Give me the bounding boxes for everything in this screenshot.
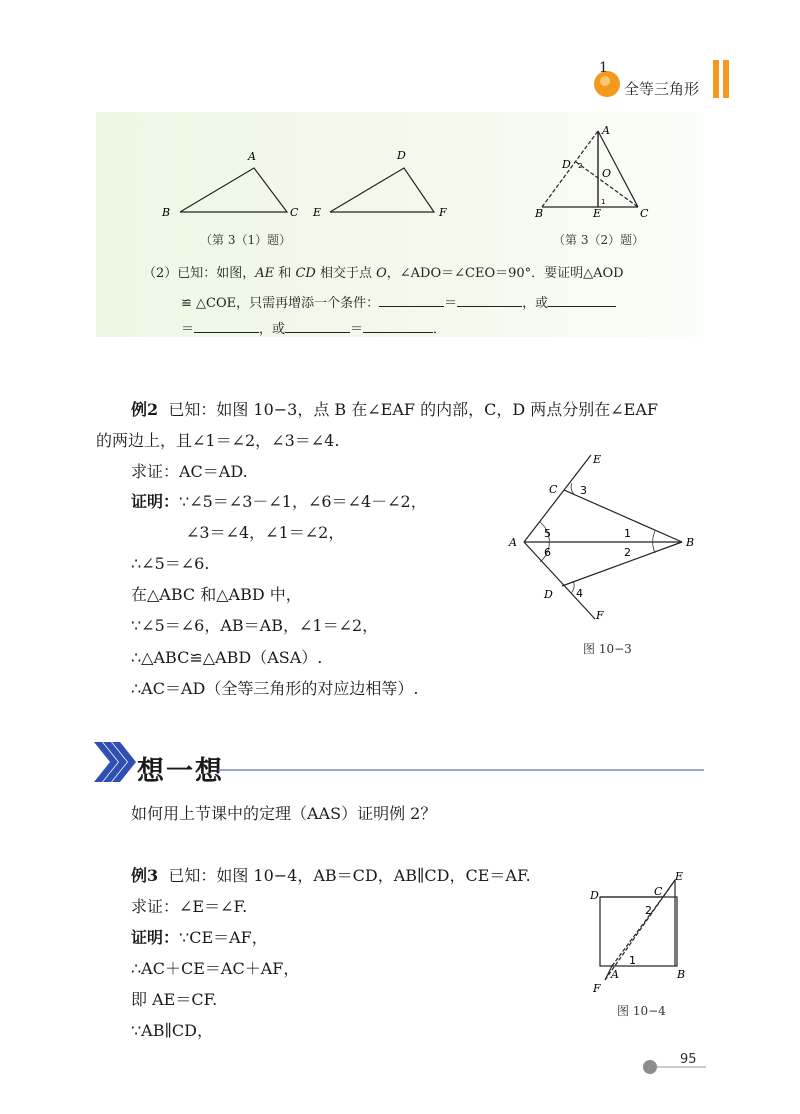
answer-blank-4[interactable] — [194, 320, 259, 333]
answer-blank-3[interactable] — [548, 294, 616, 307]
figure-10-4-caption: 图 10−4 — [617, 1004, 666, 1018]
think-question: 如何用上节课中的定理（AAS）证明例 2？ — [131, 804, 437, 823]
fig2-label-e: E — [593, 207, 602, 220]
exercise-q2-line1: （2）已知：如图，AE 和 CD 相交于点 O，∠ADO＝∠CEO＝90°．要证明△AOD — [143, 266, 624, 281]
fig1-label-d: D — [397, 149, 406, 162]
fig2-label-b: B — [535, 207, 544, 220]
example3-proof-line4: ∵AB∥CD， — [131, 1021, 213, 1040]
example2-proof-line3: ∴∠5＝∠6. — [131, 554, 210, 573]
fig103-angle-6: 6 — [544, 546, 551, 559]
example2-proof-line5: ∵∠5＝∠6，AB＝AB，∠1＝∠2， — [131, 616, 379, 635]
example2-proof-line7: ∴AC＝AD（全等三角形的对应边相等）. — [131, 679, 419, 698]
example2-prove: 求证：AC＝AD. — [131, 462, 248, 481]
figure-3-2-caption: （第 3（2）题） — [553, 233, 645, 247]
figure-3-1 — [150, 140, 470, 225]
fig1-label-f: F — [439, 206, 447, 219]
chapter-title: 全等三角形 — [624, 80, 700, 98]
fig103-label-a: A — [509, 536, 517, 549]
example2-line2: 的两边上，且∠1＝∠2，∠3＝∠4. — [96, 431, 340, 450]
fig103-angle-4: 4 — [576, 587, 583, 600]
fig104-angle-1: 1 — [629, 954, 636, 967]
fig103-angle-3: 3 — [580, 484, 587, 497]
example2-proof-line1: 证明：∵∠5＝∠3－∠1，∠6＝∠4－∠2， — [131, 492, 427, 511]
fig103-label-c: C — [549, 483, 558, 496]
fig2-label-o: O — [602, 167, 612, 180]
example3-prove: 求证：∠E＝∠F. — [131, 897, 248, 916]
answer-blank-1[interactable] — [379, 294, 444, 307]
answer-blank-2[interactable] — [457, 294, 522, 307]
think-chevrons-icon — [94, 740, 139, 784]
fig103-label-e: E — [593, 453, 602, 466]
fig104-label-e: E — [675, 870, 684, 883]
fig103-label-b: B — [686, 536, 695, 549]
example3-proof-line2: ∴AC＋CE＝AC＋AF， — [131, 959, 300, 978]
fig103-angle-5: 5 — [544, 527, 551, 540]
figure-10-3-caption: 图 10−3 — [583, 642, 632, 656]
chapter-number: 1 — [599, 60, 608, 76]
fig104-angle-2: 2 — [645, 904, 652, 917]
example3-line1: 例3 已知：如图 10−4，AB＝CD，AB∥CD，CE＝AF. — [131, 866, 531, 885]
page-footer-mark — [640, 1052, 710, 1082]
exercise-q2-line2: ≌ △COE，只需再增添一个条件： ＝ ，或 — [181, 292, 616, 311]
figure-10-3 — [500, 445, 710, 625]
think-rule — [218, 766, 708, 774]
example2-proof-line2: ∠3＝∠4，∠1＝∠2， — [186, 523, 345, 542]
fig2-label-a: A — [602, 124, 610, 137]
figure-3-1-caption: （第 3（1）题） — [200, 233, 292, 247]
example3-proof-line3: 即 AE＝CF. — [131, 990, 218, 1009]
fig1-label-c: C — [290, 206, 299, 219]
fig2-label-c: C — [640, 207, 649, 220]
example2-proof-line4: 在△ABC 和△ABD 中， — [131, 585, 302, 604]
answer-blank-6[interactable] — [363, 320, 433, 333]
fig103-angle-2: 2 — [624, 546, 631, 559]
fig104-label-d: D — [590, 889, 599, 902]
exercise-q2-line3: ＝ ，或 ＝ ． — [181, 322, 447, 337]
example3-proof-line1: 证明：∵CE＝AF， — [131, 928, 268, 947]
fig104-label-c: C — [654, 885, 663, 898]
answer-blank-5[interactable] — [285, 320, 350, 333]
fig2-angle-1: 1 — [601, 198, 606, 206]
fig104-label-b: B — [677, 968, 686, 981]
example2-line1: 例2 已知：如图 10−3，点 B 在∠EAF 的内部，C，D 两点分别在∠EAF — [131, 400, 659, 419]
page-number: 95 — [680, 1052, 697, 1067]
fig104-label-f: F — [593, 982, 601, 995]
example2-proof-line6: ∴△ABC≌△ABD（ASA）. — [131, 648, 323, 667]
fig103-angle-1: 1 — [624, 527, 631, 540]
fig2-label-d: D — [562, 158, 571, 171]
fig103-label-f: F — [596, 609, 604, 622]
figure-10-4 — [585, 870, 695, 1000]
fig1-label-a: A — [248, 150, 256, 163]
fig1-label-e: E — [313, 206, 322, 219]
fig2-angle-2: 2 — [578, 162, 583, 170]
think-title: 想一想 — [137, 756, 224, 787]
figure-3-2 — [530, 122, 660, 222]
fig104-label-a: A — [611, 968, 619, 981]
fig103-label-d: D — [544, 588, 553, 601]
fig1-label-b: B — [162, 206, 171, 219]
